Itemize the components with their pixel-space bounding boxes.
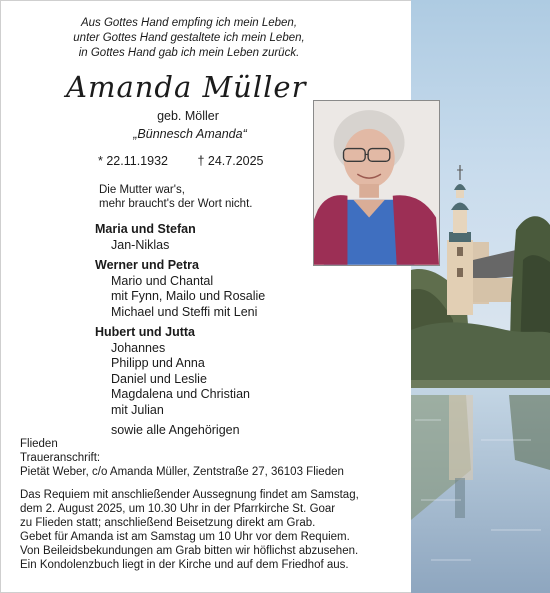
death-date: † 24.7.2025 [197,154,264,168]
family-member: Johannes [111,340,166,355]
address-block [20,437,344,479]
poem [34,16,344,61]
address-label: Traueranschrift: [20,452,101,464]
poem-line: in Gottes Hand gab ich mein Leben zurück. [78,47,300,59]
quote-line: mehr braucht's der Wort nicht. [99,198,253,210]
life-dates [98,154,264,168]
family-member: mit Julian [111,402,164,417]
notice-line: dem 2. August 2025, um 10.30 Uhr in der Pfarrkirche St. Goar [20,503,336,516]
portrait-photo [313,100,440,266]
church-pond-image [411,0,550,593]
memorial-quote [99,183,252,211]
place-name: Flieden [20,438,58,450]
family-member: Michael und Steffi mit Leni [111,304,258,319]
family-member: Philipp und Anna [111,356,205,370]
family-heading: Werner und Petra [95,258,199,272]
family-member: mit Fynn, Mailo und Rosalie [111,289,266,303]
poem-line: Aus Gottes Hand empfing ich mein Leben, [80,17,298,29]
family-member: Magdalena und Christian [111,387,250,401]
family-member: Jan-Niklas [111,237,170,252]
birth-date: * 22.11.1932 [98,154,168,168]
notice-line: Das Requiem mit anschließender Aussegnung findet am Samstag, [20,489,359,501]
notice-line: Ein Kondolenzbuch liegt in der Kirche und auf dem Friedhof aus. [20,559,349,572]
funeral-notice [20,488,415,573]
notice-line: Von Beileidsbekundungen am Grab bitten wir höflichst abzusehen. [20,545,359,558]
family-member: Mario und Chantal [111,273,214,288]
birth-name: geb. Möller [157,109,219,123]
nickname: „Bünnesch Amanda“ [133,127,247,141]
notice-line: Gebet für Amanda ist am Samstag um 10 Uhr vor dem Requiem. [20,531,350,544]
mourning-address: Pietät Weber, c/o Amanda Müller, Zentstraße 27, 36103 Flieden [20,466,344,478]
family-heading: Hubert und Jutta [95,325,195,339]
family-member: Daniel und Leslie [111,371,207,386]
notice-line: zu Flieden statt; anschließend Beisetzung direkt am Grab. [20,517,316,530]
deceased-name: Amanda Müller [66,70,307,104]
quote-line: Die Mutter war's, [99,184,185,196]
mourners-list [95,222,265,439]
mourners-closing: sowie alle Angehörigen [111,423,240,437]
poem-line: unter Gottes Hand gestaltete ich mein Leben, [73,32,305,44]
family-heading: Maria und Stefan [95,222,196,236]
